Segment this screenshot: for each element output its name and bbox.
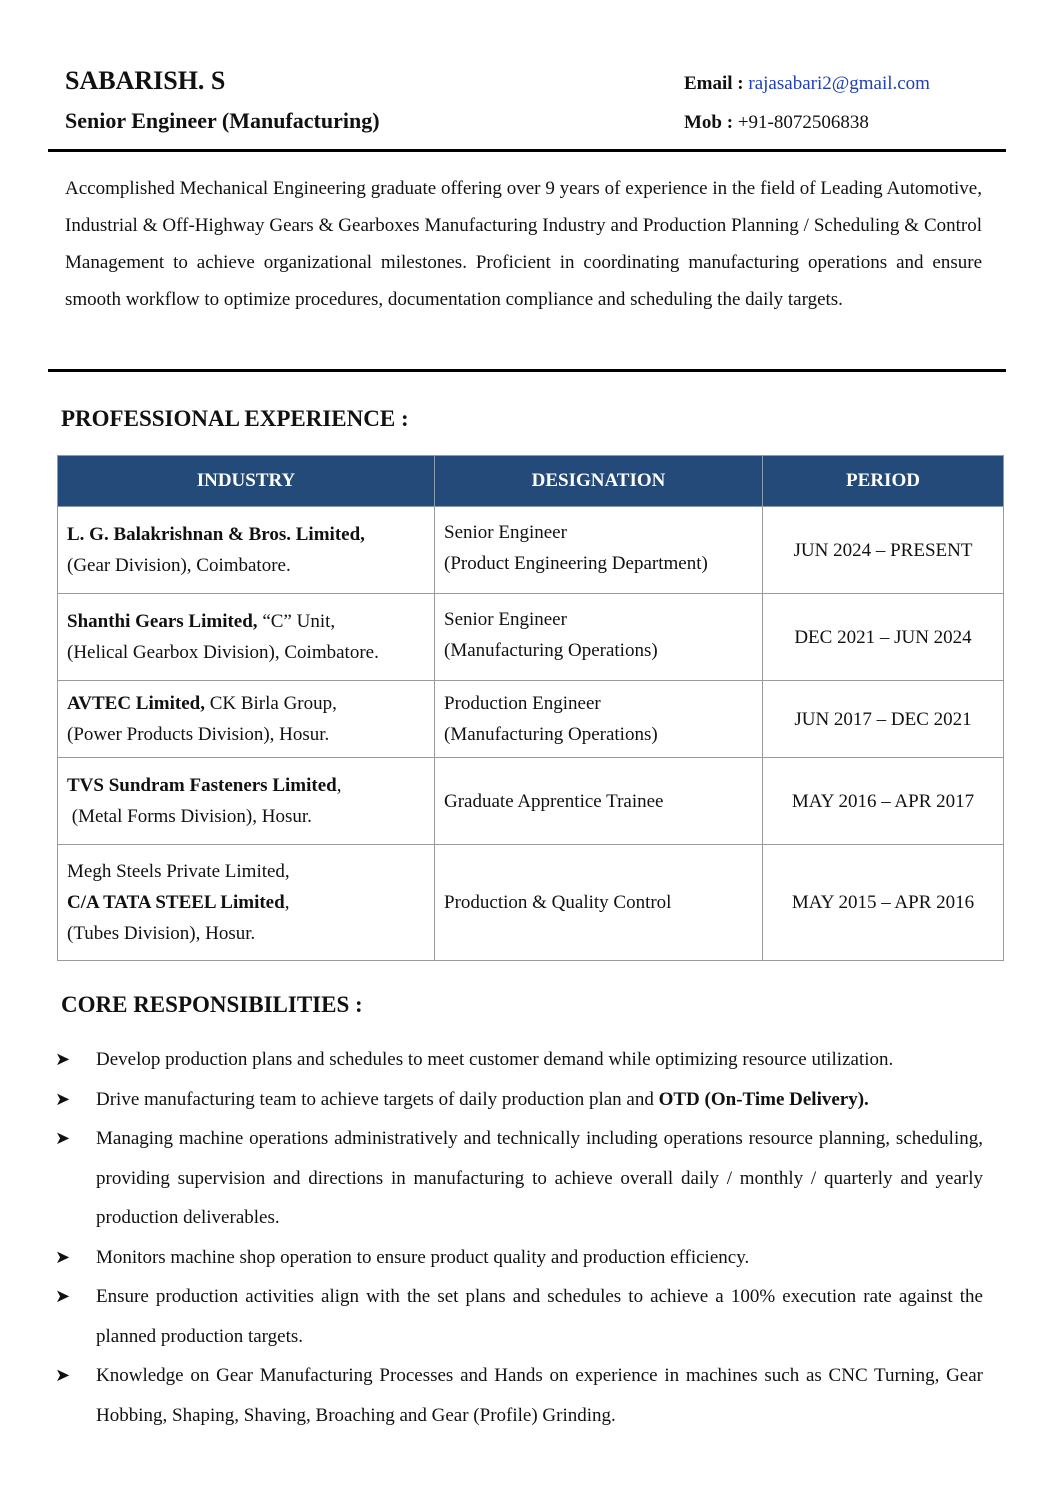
list-item (55, 1356, 983, 1435)
responsibilities-list (55, 1040, 983, 1435)
company-name: Shanthi Gears Limited, (67, 611, 258, 632)
designation: Senior Engineer (444, 609, 567, 630)
experience-table (57, 455, 1004, 961)
arrowhead-bullet-icon: ➤ (55, 1088, 71, 1109)
list-item (55, 1080, 983, 1120)
industry-cell (58, 845, 435, 961)
column-header-period: PERIOD (763, 456, 1004, 507)
company-suffix: , (284, 892, 290, 913)
industry-cell (58, 594, 435, 681)
company-name: AVTEC Limited, (67, 693, 205, 714)
designation: Production & Quality Control (444, 892, 672, 913)
arrowhead-bullet-icon: ➤ (55, 1049, 71, 1069)
arrowhead-bullet-icon: ➤ (55, 1365, 71, 1385)
designation-cell (435, 758, 763, 845)
company-division: (Power Products Division), Hosur. (67, 724, 330, 745)
designation-cell (435, 845, 763, 961)
company-division: (Helical Gearbox Division), Coimbatore. (67, 642, 379, 663)
company-division: (Metal Forms Division), Hosur. (67, 806, 312, 827)
company-suffix: CK Birla Group, (204, 693, 337, 714)
period-cell: JUN 2024 – PRESENT (763, 507, 1004, 594)
industry-cell (58, 681, 435, 758)
arrowhead-bullet-icon: ➤ (55, 1128, 71, 1148)
industry-cell (58, 507, 435, 594)
responsibility-text: Managing machine operations administratively and technically including operations resource planning, scheduling, providing supervision and directions in manufacturing to achieve overall daily / monthly / quarterly and yearly production deliverables. (96, 1128, 983, 1228)
table-row (58, 681, 1004, 758)
list-item (55, 1277, 983, 1356)
responsibility-text: Drive manufacturing team to achieve targets of daily production plan and (96, 1088, 659, 1110)
department: (Manufacturing Operations) (444, 724, 658, 745)
header-divider (48, 149, 1006, 152)
responsibilities-heading: CORE RESPONSIBILITIES : (61, 992, 363, 1017)
email-link[interactable]: rajasabari2@gmail.com (748, 73, 930, 94)
table-row (58, 845, 1004, 961)
list-item (55, 1119, 983, 1238)
period-cell: JUN 2017 – DEC 2021 (763, 681, 1004, 758)
table-row (58, 594, 1004, 681)
responsibility-text: Develop production plans and schedules to meet customer demand while optimizing resource utilization. (96, 1049, 894, 1070)
company-name: TVS Sundram Fasteners Limited (67, 775, 337, 796)
table-row (58, 758, 1004, 845)
list-item (55, 1040, 983, 1080)
company-prefix: Megh Steels Private Limited, (67, 861, 290, 882)
period-cell: DEC 2021 – JUN 2024 (763, 594, 1004, 681)
email-label: Email : (684, 73, 744, 94)
responsibility-bold-text: OTD (On-Time Delivery). (658, 1088, 869, 1110)
arrowhead-bullet-icon: ➤ (55, 1246, 71, 1267)
period-cell: MAY 2015 – APR 2016 (763, 845, 1004, 961)
mobile-line (684, 112, 869, 134)
designation-cell (435, 507, 763, 594)
table-header-row (58, 456, 1004, 507)
designation: Graduate Apprentice Trainee (444, 790, 664, 812)
designation-cell (435, 681, 763, 758)
mobile-label: Mob : (684, 112, 734, 133)
summary-divider (48, 369, 1006, 372)
designation: Senior Engineer (444, 522, 567, 543)
designation: Production Engineer (444, 693, 601, 714)
column-header-industry: INDUSTRY (58, 456, 435, 507)
designation-cell (435, 594, 763, 681)
email-line (684, 73, 930, 95)
company-suffix: “C” Unit, (257, 611, 336, 632)
responsibility-text: Knowledge on Gear Manufacturing Processes and Hands on experience in machines such as CNC Turning, Gear Hobbing, Shaping, Shaving, Broaching and Gear (Profile) Grinding. (96, 1365, 983, 1426)
responsibility-text: Monitors machine shop operation to ensure product quality and production efficiency. (96, 1246, 750, 1268)
company-division: (Tubes Division), Hosur. (67, 923, 256, 944)
company-name: L. G. Balakrishnan & Bros. Limited, (67, 524, 365, 545)
arrowhead-bullet-icon: ➤ (55, 1286, 71, 1306)
responsibility-text: Ensure production activities align with the set plans and schedules to achieve a 100% execution rate against the planned production targets. (96, 1286, 983, 1347)
department: (Manufacturing Operations) (444, 640, 658, 661)
table-row (58, 507, 1004, 594)
list-item (55, 1238, 983, 1278)
department: (Product Engineering Department) (444, 553, 708, 574)
company-division: (Gear Division), Coimbatore. (67, 555, 291, 576)
industry-cell (58, 758, 435, 845)
profile-summary: Accomplished Mechanical Engineering graduate offering over 9 years of experience in the field of Leading Automotive, Industrial & Off-Highway Gears & Gearboxes Manufacturing Industry and Production Planning / Scheduling & Control Management to achieve organizational milestones. Proficient in coordinating manufacturing operations and ensure smooth workflow to optimize procedures, documentation compliance and scheduling the daily targets. (65, 178, 982, 310)
period-cell: MAY 2016 – APR 2017 (763, 758, 1004, 845)
column-header-designation: DESIGNATION (435, 456, 763, 507)
company-suffix: , (336, 775, 342, 796)
mobile-number: +91-8072506838 (737, 112, 869, 133)
candidate-name: SABARISH. S (65, 66, 226, 95)
company-name: C/A TATA STEEL Limited (67, 892, 285, 913)
candidate-title: Senior Engineer (Manufacturing) (65, 108, 380, 133)
experience-heading: PROFESSIONAL EXPERIENCE : (61, 406, 409, 431)
